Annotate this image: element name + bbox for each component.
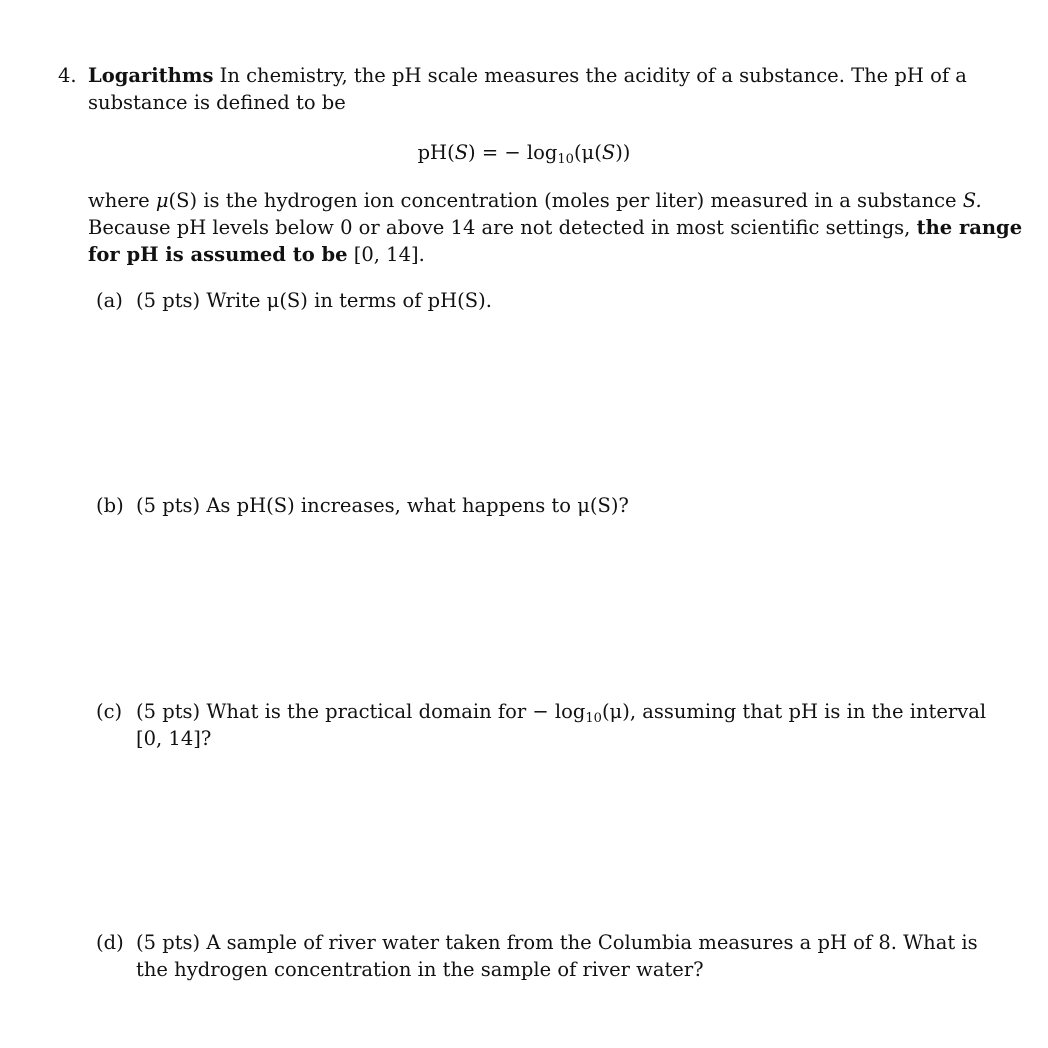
part-d-question-line-2: [136, 956, 704, 983]
part-c-text-a: (5 pts) What is the practical domain for − log: [136, 700, 586, 723]
where-line-3: [88, 241, 425, 268]
eq-var: S: [454, 141, 469, 164]
where-line-2-text: Because pH levels below 0 or above 14 are not detected in most scientific settings,: [88, 216, 917, 239]
part-a-text: (5 pts) Write μ(S) in terms of pH(S).: [136, 289, 492, 312]
where-line-3-bold: for pH is assumed to be: [88, 243, 348, 266]
intro-text-2: substance is defined to be: [88, 91, 346, 114]
part-c-label-text: (c): [96, 700, 123, 723]
part-b-answer-space[interactable]: [136, 525, 956, 685]
eq-lhs: pH(: [417, 141, 455, 164]
where-a: where: [88, 189, 156, 212]
part-c-text-2: [0, 14]?: [136, 727, 212, 750]
part-d-question-line-1: [136, 929, 978, 956]
eq-mid: ) = − log: [468, 141, 558, 164]
part-d-text-1: (5 pts) A sample of river water taken from the Columbia measures a pH of 8. What is: [136, 931, 978, 954]
where-line-1: [88, 187, 982, 214]
where-b: (S) is the hydrogen ion concentration (moles per liter) measured in a substance: [168, 189, 963, 212]
part-d-label-text: (d): [96, 931, 124, 954]
intro-text-1: In chemistry, the pH scale measures the acidity of a substance. The pH of a: [213, 64, 967, 87]
part-c-question-line-2: [136, 725, 211, 752]
part-c-answer-space[interactable]: [136, 760, 956, 920]
part-a-answer-space[interactable]: [136, 320, 956, 480]
problem-intro-line-1: [88, 62, 967, 89]
part-a-label-text: (a): [96, 289, 123, 312]
eq-rhs-open: (μ(: [573, 141, 602, 164]
part-c-sub: 10: [585, 711, 602, 726]
part-c-question-line-1: [136, 698, 986, 732]
where-line-2: [88, 214, 1022, 241]
mu-symbol: μ: [155, 189, 169, 212]
where-c: S.: [962, 189, 982, 212]
part-b-label-text: (b): [96, 494, 124, 517]
part-d-text-2: the hydrogen concentration in the sample of river water?: [136, 958, 704, 981]
problem-number-text: 4.: [58, 64, 77, 87]
eq-sub: 10: [557, 152, 574, 167]
part-b-question: [136, 492, 629, 519]
ph-equation: [0, 139, 1048, 173]
problem-title: Logarithms: [88, 64, 214, 87]
part-c-label: [96, 698, 122, 725]
problem-number: [58, 62, 77, 89]
part-a-question: [136, 287, 492, 314]
where-line-2-bold: the range: [916, 216, 1023, 239]
part-b-text: (5 pts) As pH(S) increases, what happens to μ(S)?: [136, 494, 629, 517]
where-line-3-rest: [0, 14].: [347, 243, 425, 266]
part-d-label: [96, 929, 124, 956]
eq-rhs-close: )): [615, 141, 631, 164]
eq-rhs-var: S: [601, 141, 616, 164]
part-c-text-b: (μ), assuming that pH is in the interval: [601, 700, 987, 723]
part-a-label: [96, 287, 123, 314]
part-b-label: [96, 492, 124, 519]
problem-intro-line-2: [88, 89, 346, 116]
